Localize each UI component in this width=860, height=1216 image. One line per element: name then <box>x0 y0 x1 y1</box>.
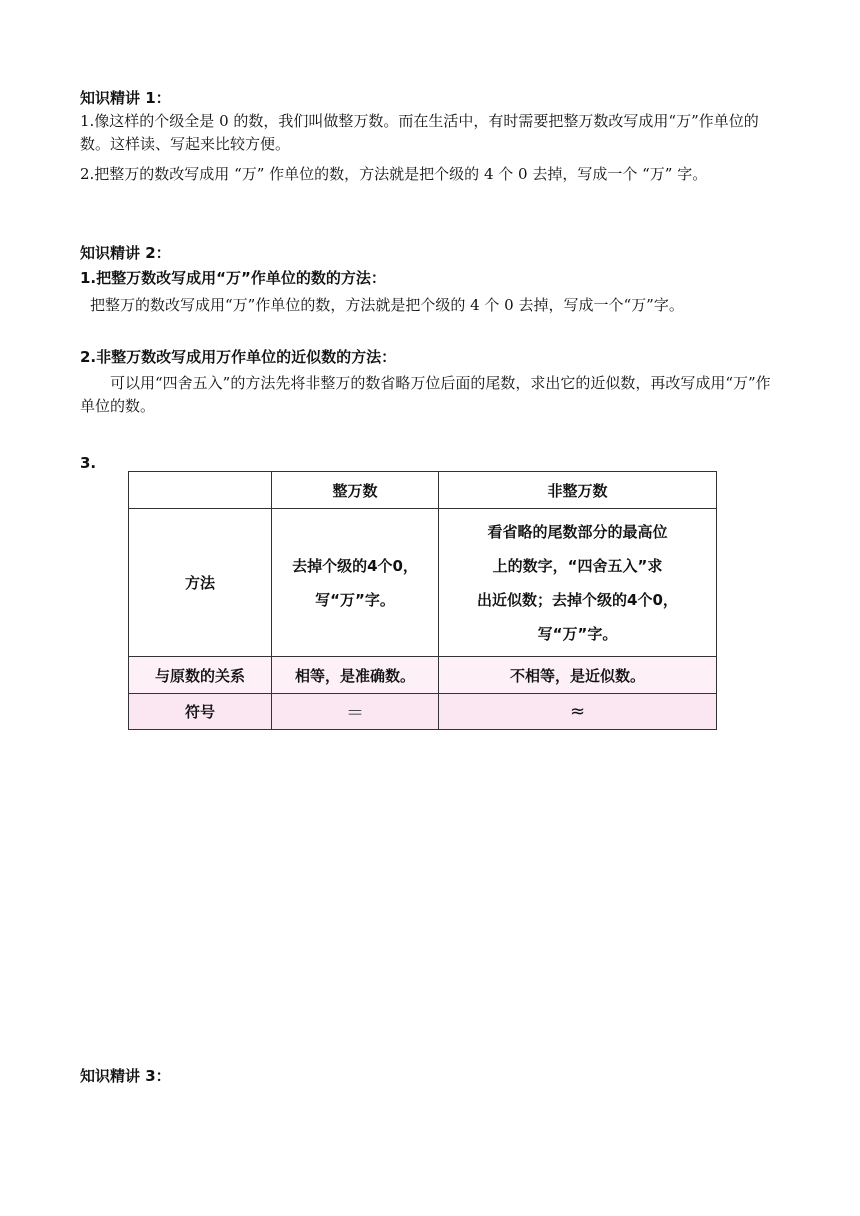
comparison-table-wrapper <box>122 471 728 741</box>
table-row-relation <box>129 657 717 694</box>
row-label-symbol: 符号 <box>129 694 272 730</box>
section2-item2-title: 2.非整万数改写成用万作单位的近似数的方法： <box>80 348 397 366</box>
section2-item3-label: 3. <box>80 454 97 472</box>
cell-relation-whole: 相等，是准确数。 <box>272 657 439 694</box>
header-cell-nonwhole: 非整万数 <box>439 472 717 509</box>
cell-line: 上的数字，“四舍五入”求 <box>492 556 663 575</box>
header-cell-whole: 整万数 <box>272 472 439 509</box>
cell-symbol-whole: ＝ <box>272 694 439 730</box>
section2-heading: 知识精讲 2： <box>80 244 171 262</box>
header-cell-empty <box>129 472 272 509</box>
cell-symbol-nonwhole: ≈ <box>439 694 717 730</box>
section1-paragraph-1: 1.像这样的个级全是 0 的数，我们叫做整万数。而在生活中，有时需要把整万数改写成用“万”作单位的数。这样读、写起来比较方便。 <box>80 112 759 153</box>
table-header-row <box>129 472 717 509</box>
row-label-relation: 与原数的关系 <box>129 657 272 694</box>
cell-line: 出近似数；去掉个级的4个0， <box>477 590 678 609</box>
cell-line: 去掉个级的4个0， <box>292 556 418 575</box>
row-label-method: 方法 <box>129 509 272 657</box>
table-row-method <box>129 509 717 657</box>
cell-line: 写“万”字。 <box>537 624 618 643</box>
section3-heading: 知识精讲 3： <box>80 1067 171 1085</box>
table-row-symbol <box>129 694 717 730</box>
section1-paragraph-2: 2.把整万的数改写成用 “万” 作单位的数，方法就是把个级的 4 个 0 去掉，写成一个 “万” 字。 <box>80 165 708 183</box>
section2-item1-text: 把整万的数改写成用“万”作单位的数，方法就是把个级的 4 个 0 去掉，写成一个“万”字。 <box>90 296 684 314</box>
cell-line: 看省略的尾数部分的最高位 <box>487 522 668 541</box>
cell-line: 写“万”字。 <box>315 590 395 609</box>
section2-item2-text: 可以用“四舍五入”的方法先将非整万的数省略万位后面的尾数，求出它的近似数，再改写成用“万”作单位的数。 <box>80 374 771 415</box>
cell-method-nonwhole <box>439 509 717 657</box>
section2-item1-title: 1.把整万数改写成用“万”作单位的数的方法： <box>80 269 386 287</box>
comparison-table <box>128 471 717 730</box>
cell-relation-nonwhole: 不相等，是近似数。 <box>439 657 717 694</box>
section1-heading: 知识精讲 1： <box>80 89 171 107</box>
cell-method-whole <box>272 509 439 657</box>
